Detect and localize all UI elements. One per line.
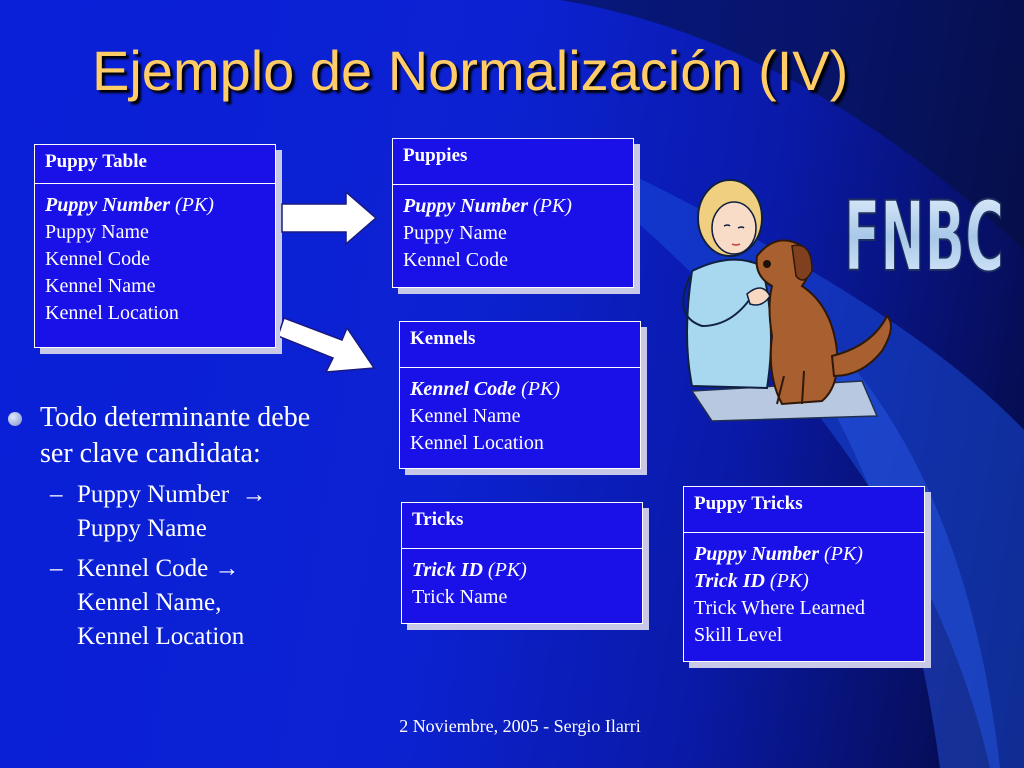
pk-field: Puppy Number	[403, 195, 528, 217]
sub-bullet-puppy	[8, 478, 337, 546]
table-header: Kennels	[400, 322, 640, 368]
bullet-list	[8, 400, 400, 654]
pk-tag: (PK)	[175, 194, 214, 216]
dash-icon: –	[50, 555, 63, 582]
table-puppies	[392, 138, 634, 288]
pk-row	[694, 568, 914, 595]
pk-field: Puppy Number	[45, 194, 170, 216]
arrow-right-icon: →	[241, 481, 267, 508]
dash-icon: –	[50, 481, 63, 508]
arrow-right-icon: →	[214, 555, 240, 582]
field-row: Kennel Code	[45, 248, 150, 270]
pk-row	[412, 557, 632, 584]
dependency-left: Kennel Code	[77, 555, 209, 582]
table-header: Puppies	[393, 139, 633, 185]
pk-field: Trick ID	[412, 559, 483, 581]
fnbc-logo-text: FNBC	[844, 181, 1004, 280]
pk-tag: (PK)	[487, 559, 527, 581]
pk-row	[403, 193, 623, 220]
field-row: Kennel Name	[410, 405, 521, 427]
pk-row	[410, 376, 630, 403]
dependency-right: Kennel Location	[77, 623, 245, 650]
field-row: Kennel Location	[410, 432, 544, 454]
split-arrow-lower	[280, 310, 380, 385]
field-row: Kennel Name	[45, 275, 156, 297]
footer-text: 2 Noviembre, 2005 - Sergio Ilarri	[399, 716, 641, 736]
bullet-text-line2: ser clave candidata:	[40, 438, 261, 469]
field-row: Puppy Name	[45, 221, 149, 243]
bullet-dot-icon	[8, 412, 22, 426]
field-row: Skill Level	[694, 624, 783, 646]
table-header: Puppy Tricks	[684, 487, 924, 533]
pk-field: Kennel Code	[410, 378, 517, 400]
dependency-right: Puppy Name	[77, 515, 207, 542]
dependency-right: Kennel Name,	[77, 589, 222, 616]
field-row: Puppy Name	[403, 222, 507, 244]
table-puppy-table	[34, 144, 276, 348]
bullet-text-line1: Todo determinante debe	[40, 402, 311, 433]
slide-title: Ejemplo de Normalización (IV)	[92, 39, 849, 102]
field-row: Trick Where Learned	[694, 597, 866, 619]
field-row: Kennel Code	[403, 249, 508, 271]
table-kennels	[399, 321, 641, 469]
pk-field: Puppy Number	[694, 543, 819, 565]
dependency-left: Puppy Number	[77, 481, 230, 508]
table-tricks	[401, 502, 643, 624]
field-row: Trick Name	[412, 586, 508, 608]
table-puppy-tricks	[683, 486, 925, 662]
split-arrow-upper	[280, 190, 380, 250]
pk-tag: (PK)	[824, 543, 863, 565]
pk-row	[45, 192, 265, 219]
sub-bullet-kennel	[8, 552, 337, 654]
table-header: Tricks	[402, 503, 642, 549]
pk-field: Trick ID	[694, 570, 765, 592]
pk-tag: (PK)	[769, 570, 809, 592]
field-row: Kennel Location	[45, 302, 179, 324]
pk-row	[694, 541, 914, 568]
table-header: Puppy Table	[35, 145, 275, 184]
pk-tag: (PK)	[533, 195, 572, 217]
pk-tag: (PK)	[521, 378, 561, 400]
girl-with-dog-illustration	[672, 176, 912, 426]
bullet-main	[8, 400, 400, 472]
